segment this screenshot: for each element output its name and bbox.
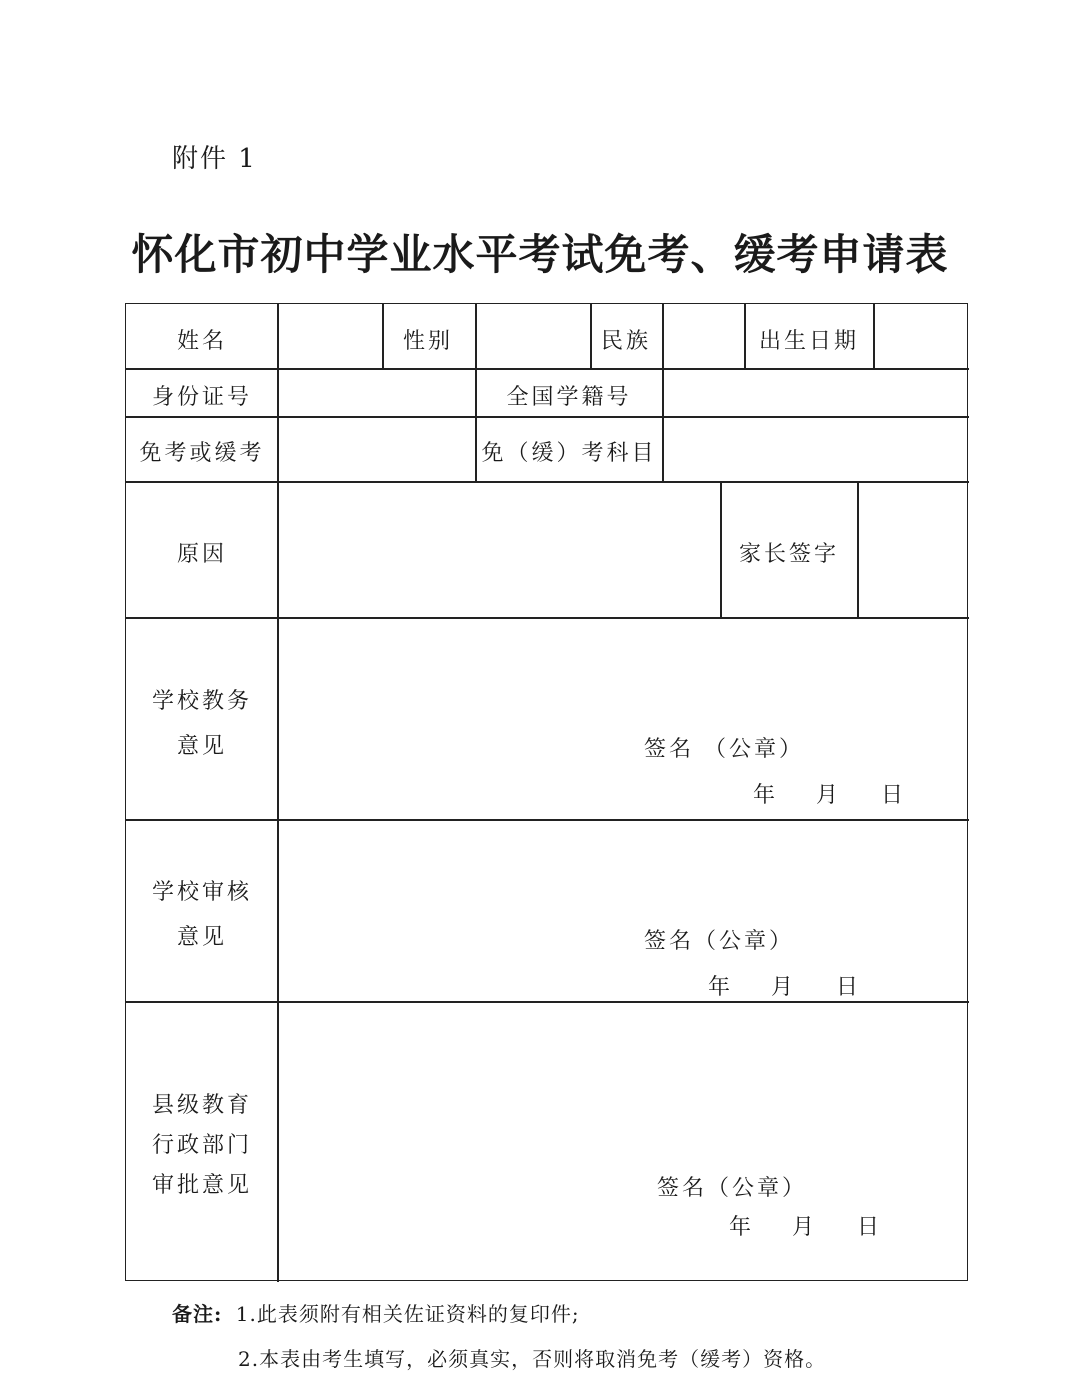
academic-affairs-month: 月	[816, 783, 842, 808]
county-approval-label-line1: 县级教育	[151, 1093, 253, 1118]
county-approval-label-line2: 行政部门	[151, 1133, 253, 1158]
academic-affairs-year: 年	[753, 783, 779, 808]
academic-affairs-sign: 签名 （公章）	[644, 737, 804, 762]
attachment-label: 附件 1	[172, 144, 257, 174]
reason-label: 原因	[176, 542, 228, 567]
application-form-table	[125, 303, 968, 1281]
notes-line-1	[172, 1298, 580, 1327]
name-field[interactable]	[279, 304, 381, 368]
notes-item-2: 2.本表由考生填写，必须真实，否则将取消免考（缓考）资格。	[238, 1347, 827, 1371]
academic-affairs-label-line1: 学校教务	[151, 689, 253, 714]
ethnicity-field[interactable]	[664, 304, 743, 368]
parent-signature-label: 家长签字	[738, 542, 840, 567]
school-review-label-line1: 学校审核	[151, 880, 253, 905]
school-review-opinion-field[interactable]	[279, 821, 967, 1001]
ethnicity-label: 民族	[600, 329, 652, 354]
birthdate-label: 出生日期	[758, 329, 860, 354]
school-review-sign: 签名（公章）	[644, 929, 795, 954]
reason-field[interactable]	[279, 483, 719, 617]
form-title: 怀化市初中学业水平考试免考、缓考申请表	[131, 230, 949, 279]
subject-field[interactable]	[664, 418, 967, 481]
school-review-year: 年	[708, 975, 734, 1000]
parent-signature-field[interactable]	[859, 483, 967, 617]
notes-label: 备注:	[172, 1302, 223, 1326]
academic-affairs-label-line2: 意见	[176, 734, 228, 759]
id-number-field[interactable]	[279, 370, 474, 416]
exam-type-label: 免考或缓考	[139, 441, 265, 466]
subject-label: 免（缓）考科目	[481, 441, 657, 466]
id-number-label: 身份证号	[151, 385, 253, 410]
gender-field[interactable]	[477, 304, 589, 368]
student-number-field[interactable]	[664, 370, 967, 416]
gender-label: 性别	[402, 329, 454, 354]
academic-affairs-opinion-field[interactable]	[279, 619, 967, 819]
school-review-label-line2: 意见	[176, 925, 228, 950]
name-label: 姓名	[176, 329, 228, 354]
student-number-label: 全国学籍号	[506, 385, 632, 410]
exam-type-field[interactable]	[279, 418, 474, 481]
school-review-month: 月	[771, 975, 797, 1000]
notes-item-1: 1.此表须附有相关佐证资料的复印件;	[235, 1302, 580, 1326]
academic-affairs-day: 日	[881, 783, 907, 808]
county-approval-year: 年	[729, 1215, 755, 1240]
county-approval-sign: 签名（公章）	[657, 1176, 808, 1201]
school-review-day: 日	[836, 975, 862, 1000]
birthdate-field[interactable]	[875, 304, 967, 368]
county-approval-label-line3: 审批意见	[151, 1173, 253, 1198]
county-approval-month: 月	[792, 1215, 818, 1240]
county-approval-day: 日	[857, 1215, 883, 1240]
